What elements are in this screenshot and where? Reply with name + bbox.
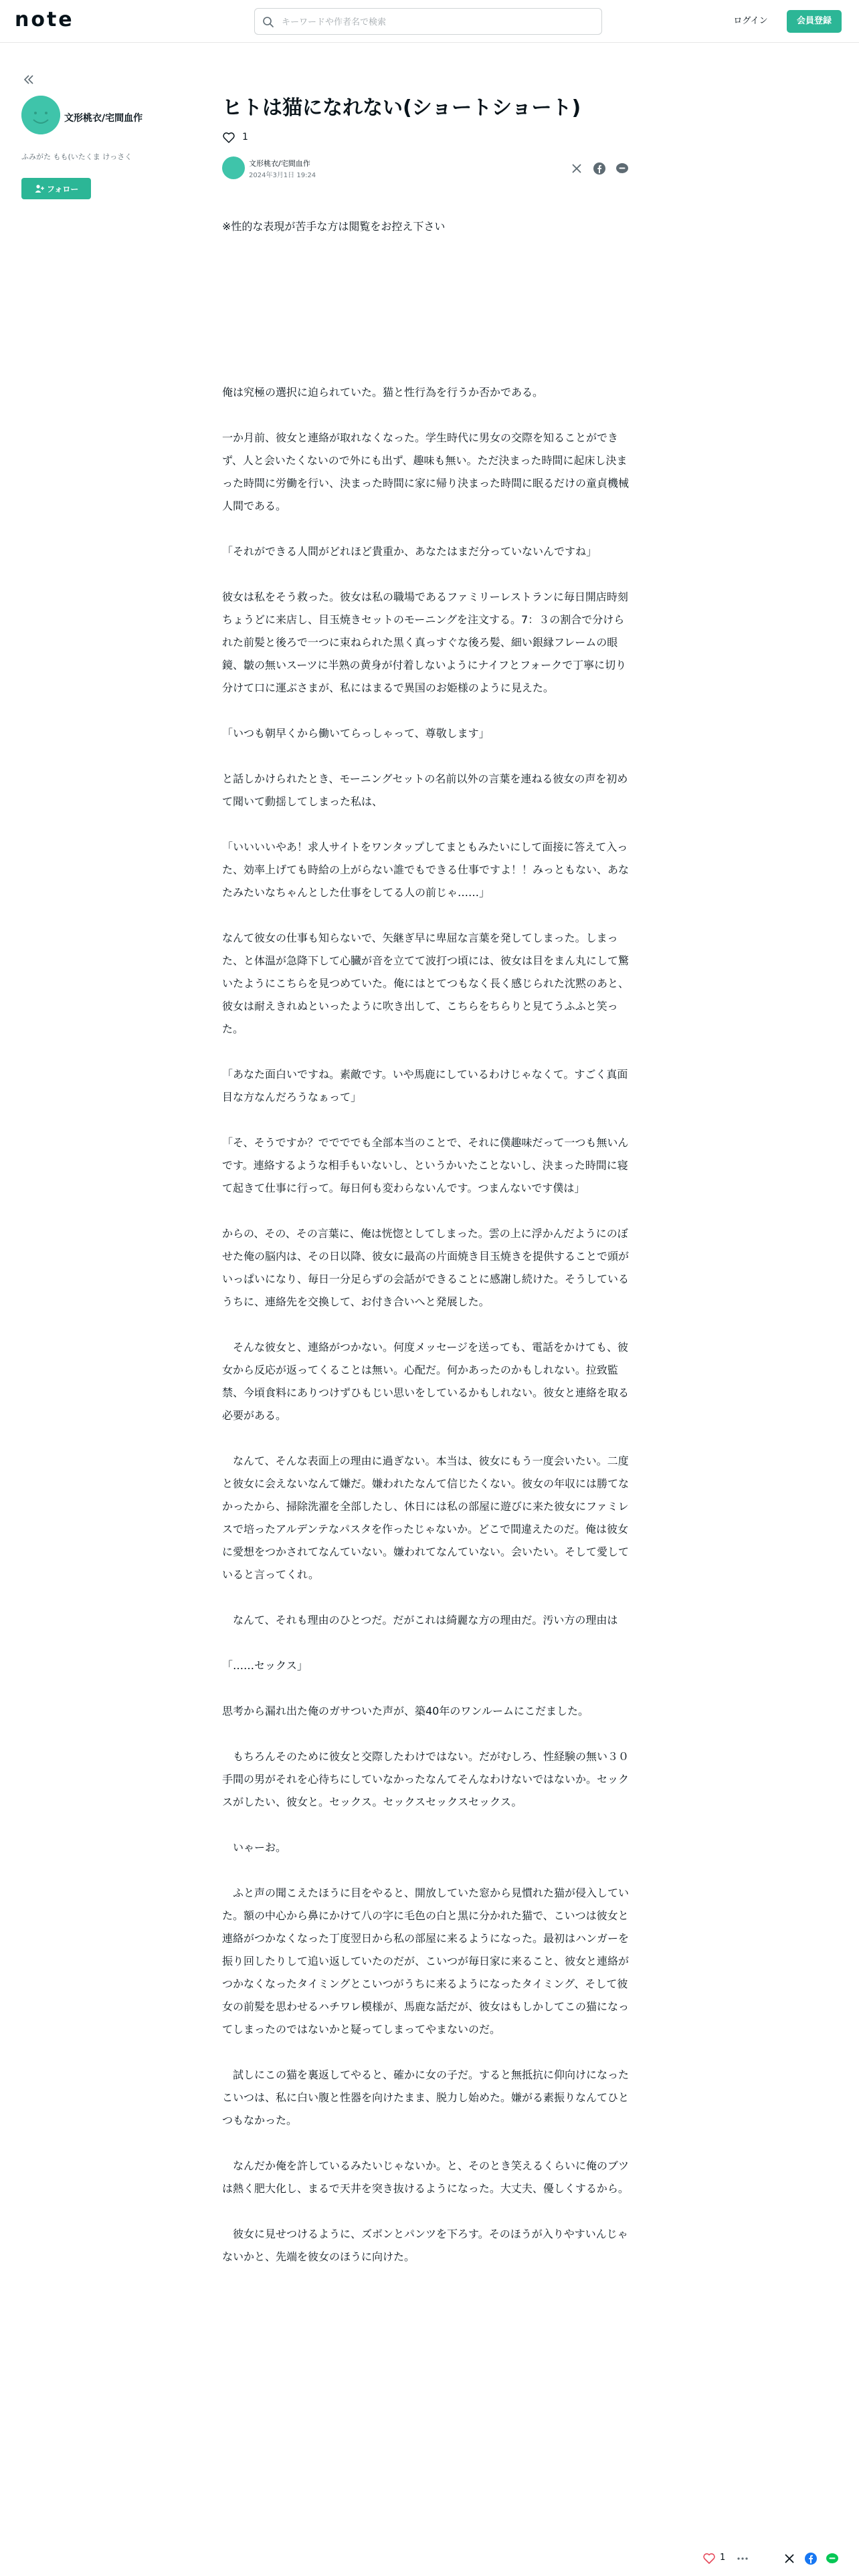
- heart-icon[interactable]: [222, 131, 235, 144]
- collapse-chevrons-icon[interactable]: [21, 72, 36, 87]
- footer-like-count: 1: [720, 2553, 726, 2563]
- like-count: 1: [242, 132, 248, 142]
- bottom-action-bar: [696, 2549, 856, 2568]
- body-paragraph: 「いいいいやあ！求人サイトをワンタップしてまともみたいにして面接に答えて入った、効率上げても時給の上がらない誰でもできる仕事ですよ！！みっともない、あなたみたいなちゃんとした仕事をしてる人の前じゃ……」: [222, 841, 630, 899]
- body-paragraph: ふと声の聞こえたほうに目をやると、開放していた窓から見慣れた猫が侵入していた。額の中心から鼻にかけて八の字に毛色の白と黒に分かれた猫で、こいつは彼女と連絡がつかなくなった丁度翌日から私の部屋に来るようになった。最初はハンガーを振り回したりして追い返していたのだが、こいつが毎日家に来ること、彼女と連絡がつかなくなったタイミングとこいつがうちに来るようになったタイミング、そして彼女の前髪を思わせるハチワレ模様が、馬鹿な話だが、彼女はもしかしてこの猫になってしまったのではないかと疑ってしまってやまないのだ。: [222, 1887, 630, 2036]
- body-paragraph: なんて、そんな表面上の理由に過ぎない。本当は、彼女にもう一度会いたい。二度と彼女に会えないなんて嫌だ。嫌われたなんて信じたくない。彼女の年収には勝てなかったから、掃除洗濯を全部したし、休日には私の部屋に遊びに来た彼女にファミレスで培ったアルデンテなパスタを作ったじゃないか。どこで間違えたのだ。俺は彼女に愛想をつかされてなんていない。嫌われてなんていない。会いたい。そして愛していると言ってくれ。: [222, 1455, 630, 1581]
- avatar-face: [21, 96, 60, 134]
- search-input[interactable]: [282, 14, 589, 30]
- body-paragraph: 試しにこの猫を裏返してやると、確かに女の子だ。すると無抵抗に仰向けになったこいつは、私に白い腹と性器を向けたまま、脱力し始めた。嫌がる素振りなんてひとつもなかった。: [222, 2068, 630, 2127]
- body-paragraph: 彼女は私をそう救った。彼女は私の職場であるファミリーレストランに毎日開店時刻ちょうどに来店し、目玉焼きセットのモーニングを注文する。7：３の割合で分けられた前髪と後ろで一つに束ねられた黒く真っすぐな後ろ髪、細い銀縁フレームの眼鏡、皺の無いスーツに半熟の黄身が付着しないようにナイフとフォークで丁寧に切り分けて口に運ぶさまが、私にはまるで異国のお姫様のように見えた。: [222, 591, 628, 694]
- x-icon[interactable]: [783, 2552, 796, 2565]
- body-paragraph: と話しかけられたとき、モーニングセットの名前以外の言葉を連ねる彼女の声を初めて聞いて動揺してしまった私は、: [222, 772, 628, 808]
- login-button[interactable]: ログイン: [733, 16, 768, 26]
- body-paragraph: 思考から漏れ出た俺のガサついた声が、築40年のワンルームにこだました。: [222, 1705, 589, 1717]
- author-name[interactable]: 文形桃衣/宅間血作: [249, 159, 310, 168]
- body-paragraph: いゃーお。: [222, 1841, 287, 1854]
- body-paragraph: 「そ、そうですか？ででででも全部本当のことで、それに僕趣味だって一つも無いんです。連絡するような相手もいないし、というかいたことないし、決まった時間に寝て起きて仕事に行って。毎日何も変わらないんです。つまんないです僕は」: [222, 1136, 629, 1194]
- search-box[interactable]: [254, 8, 602, 35]
- follow-button[interactable]: [21, 178, 91, 199]
- follow-label: フォロー: [47, 185, 79, 194]
- body-paragraph: そんな彼女と、連絡がつかない。何度メッセージを送っても、電話をかけても、彼女から反応が返ってくることは無い。心配だ。何かあったのかもしれない。拉致監禁、今頃食料にありつけずひもじい思いをしているかもしれない。彼女と連絡を取る必要がある。: [222, 1341, 630, 1422]
- body-paragraph: なんて彼女の仕事も知らないで、矢継ぎ早に卑屈な言葉を発してしまった。しまった、と体温が急降下して心臓が音を立てて波打つ頃には、彼女は目をまん丸にして驚いたようにこちらを見つめていた。俺にはとてつもなく長く感じられた沈黙のあと、彼女は耐えきれぬといったように吹き出して、こちらをちらりと見てうふふと笑った。: [222, 932, 630, 1035]
- signup-button[interactable]: 会員登録: [787, 10, 842, 33]
- body-paragraph: 一か月前、彼女と連絡が取れなくなった。学生時代に男女の交際を知ることができず、人と会いたくないので外にも出ず、趣味も無い。ただ決まった時間に起床し決まった時間に労働を行い、決まった時間に家に帰り決まった時間に眠るだけの童貞機械人間である。: [222, 431, 630, 512]
- body-paragraph: ※性的な表現が苦手な方は閲覧をお控え下さい: [222, 220, 446, 233]
- body-paragraph: 「それができる人間がどれほど貴重か、あなたはまだ分っていないんですね」: [222, 545, 597, 558]
- body-paragraph: もちろんそのために彼女と交際したわけではない。だがむしろ、性経験の無い３０手間の男がそれを心待ちにしていなかったなんてそんなわけないではないか。セックスがしたい、彼女と。セックス。セックスセックスセックス。: [222, 1750, 630, 1808]
- line-icon[interactable]: [615, 162, 629, 175]
- more-icon[interactable]: [736, 2552, 749, 2565]
- sidebar-author-bio: ふみがた もも(いたくま けっさく: [21, 152, 132, 161]
- facebook-icon[interactable]: [804, 2552, 818, 2565]
- body-paragraph: 「あなた面白いですね。素敵です。いや馬鹿にしているわけじゃなくて。すごく真面目な方なんだろうなぁって」: [222, 1068, 628, 1103]
- article-body: [222, 215, 632, 2268]
- global-header: [0, 0, 859, 43]
- search-icon: [262, 15, 275, 29]
- heart-icon[interactable]: [702, 2552, 716, 2565]
- body-paragraph: なんだか俺を許しているみたいじゃないか。と、そのとき笑えるくらいに俺のブツは熱く肥大化し、まるで天井を突き抜けるようになった。大丈夫、優しくするから。: [222, 2159, 630, 2195]
- article-title: ヒトは猫になれない(ショートショート): [222, 96, 581, 120]
- note-logo[interactable]: note: [15, 8, 74, 31]
- avatar[interactable]: [21, 96, 60, 134]
- body-paragraph: 「……セックス」: [222, 1659, 308, 1672]
- body-paragraph: 彼女に見せつけるように、ズボンとパンツを下ろす。そのほうが入りやすいんじゃないかと、先端を彼女のほうに向けた。: [222, 2228, 628, 2263]
- body-paragraph: なんて、それも理由のひとつだ。だがこれは綺麗な方の理由だ。汚い方の理由は: [222, 1614, 618, 1626]
- body-paragraph: からの、その、その言葉に、俺は恍惚としてしまった。雲の上に浮かんだようにのぼせた俺の脳内は、その日以降、彼女に最高の片面焼き目玉焼きを提供することで頭がいっぱいになり、毎日一分足らずの会話ができることに感謝し続けた。そうしているうちに、連絡先を交換して、お付き合いへと発展した。: [222, 1227, 630, 1308]
- follow-person-icon: [35, 184, 44, 193]
- body-spacer: [222, 261, 632, 358]
- line-icon[interactable]: [826, 2552, 839, 2565]
- sidebar-author-name[interactable]: 文形桃衣/宅間血作: [64, 113, 143, 124]
- body-paragraph: 「いつも朝早くから働いてらっしゃって、尊敬します」: [222, 727, 490, 740]
- facebook-icon[interactable]: [593, 162, 606, 175]
- publish-date: 2024年3月1日 19:24: [249, 172, 316, 179]
- x-icon[interactable]: [570, 162, 583, 175]
- body-paragraph: 俺は究極の選択に迫られていた。猫と性行為を行うか否かである。: [222, 386, 544, 399]
- author-avatar[interactable]: [222, 156, 245, 179]
